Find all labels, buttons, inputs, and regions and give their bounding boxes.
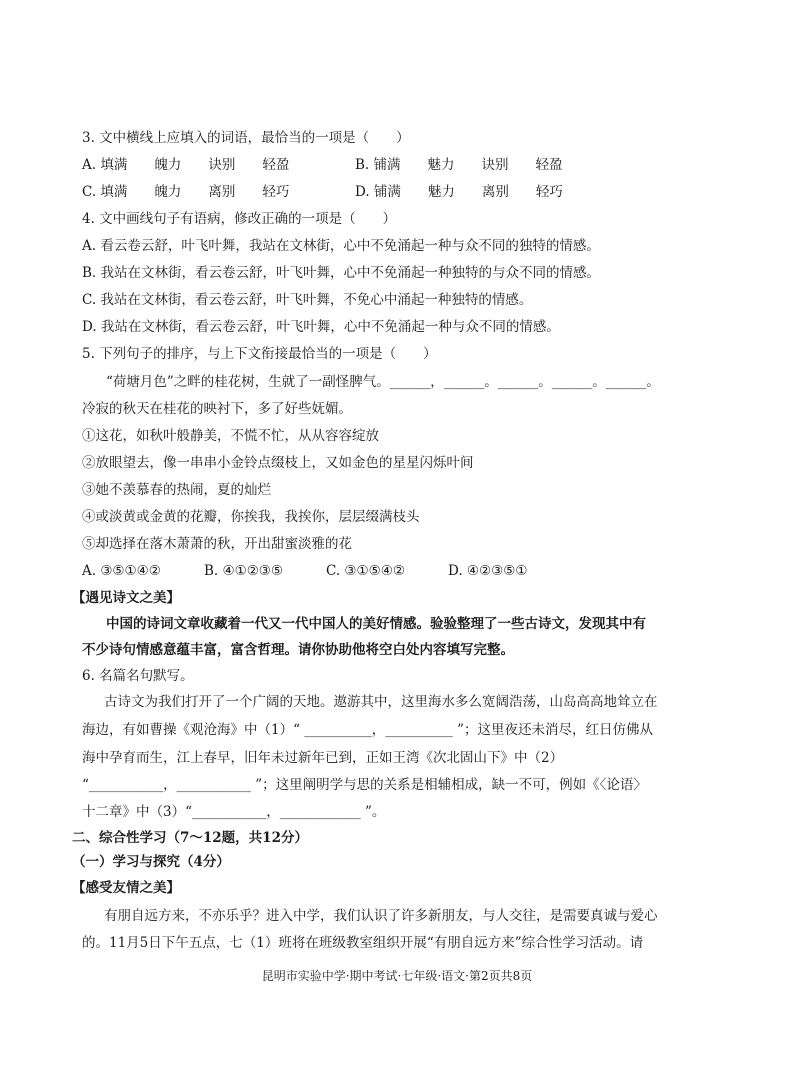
q5-option-a: A. ③⑤①④② [82, 563, 161, 579]
section-poetry-heading: 【遇见诗文之美】 [72, 590, 180, 606]
q6-stem: 6. 名篇名句默写。 [82, 668, 194, 684]
q5-sentence-4: ④或淡黄或金黄的花瓣，你挨我，我挨你，层层缀满枝头 [82, 509, 420, 525]
q3-option-a: A. 填满 魄力 诀别 轻盈 [82, 157, 290, 173]
q5-option-c: C. ③①⑤④② [326, 563, 405, 579]
section-poetry-intro-1: 中国的诗词文章收藏着一代又一代中国人的美好情感。验验整理了一些古诗文，发现其中有 [106, 616, 646, 632]
q4-option-b: B. 我站在文林街，看云卷云舒，叶飞叶舞，心中不免涌起一种独特的与众不同的情感。 [82, 265, 601, 281]
q5-passage-line2: 冷寂的秋天在桂花的映衬下，多了好些妩媚。 [82, 401, 352, 417]
q5-sentence-5: ⑤却选择在落木萧萧的秋，开出甜蜜淡雅的花 [82, 536, 352, 552]
q5-sentence-2: ②放眼望去，像一串串小金铃点缀枝上，又如金色的星星闪烁叶间 [82, 455, 474, 471]
q5-option-b: B. ④①②③⑤ [204, 563, 284, 579]
q6-line-2: 海边，有如曹操《观沧海》中（1）“ __________，__________ ”；这里夜还未消尽，红日仿佛从 [82, 722, 653, 738]
q3-option-d: D. 铺满 魅力 离别 轻巧 [355, 184, 563, 200]
q3-option-c: C. 填满 魄力 离别 轻巧 [82, 184, 290, 200]
part2-subheading: （一）学习与探究（4分） [72, 854, 230, 870]
q5-stem: 5. 下列句子的排序，与上下文衔接最恰当的一项是（ ） [82, 346, 437, 362]
page-footer: 昆明市实验中学·期中考试·七年级·语文·第2页共8页 [261, 969, 533, 983]
q4-option-d: D. 我站在文林街，看云卷云舒，叶飞叶舞，心中不免涌起一种与众不同的情感。 [82, 319, 560, 335]
q4-stem: 4. 文中画线句子有语病，修改正确的一项是（ ） [82, 211, 397, 227]
part2-heading: 二、综合性学习（7～12题，共12分） [72, 830, 308, 846]
q3-option-b: B. 铺满 魅力 诀别 轻盈 [355, 157, 563, 173]
q4-option-a: A. 看云卷云舒，叶飞叶舞，我站在文林街，心中不免涌起一种与众不同的独特的情感。 [82, 238, 600, 254]
friendship-section-heading: 【感受友情之美】 [72, 880, 180, 896]
q3-stem: 3. 文中横线上应填入的词语，最恰当的一项是（ ） [82, 130, 410, 146]
q5-sentence-3: ③她不羡慕春的热闹，夏的灿烂 [82, 482, 271, 498]
q5-passage-line1: “荷塘月色”之畔的桂花树，生就了一副怪脾气。______，______。______。______。______。 [106, 374, 660, 390]
q5-option-d: D. ④②③⑤① [448, 563, 528, 579]
q5-sentence-1: ①这花，如秋叶般静美，不慌不忙，从从容容绽放 [82, 428, 379, 444]
friendship-paragraph-2: 的。11月5日下午五点，七（1）班将在班级教室组织开展“有朋自远方来”综合性学习活动。请 [82, 935, 644, 951]
q6-line-4: “___________，___________ ”；这里阐明学与思的关系是相辅相成，缺一不可，例如《〈论语〉 [82, 777, 647, 793]
section-poetry-intro-2: 不少诗句情感意蕴丰富，富含哲理。请你协助他将空白处内容填写完整。 [82, 642, 514, 658]
friendship-paragraph-1: 有朋自远方来，不亦乐乎？进入中学，我们认识了许多新朋友，与人交往，是需要真诚与爱心 [104, 908, 658, 924]
q6-line-1: 古诗文为我们打开了一个广阔的天地。遨游其中，这里海水多么宽阔浩荡，山岛高高地耸立在 [104, 694, 658, 710]
q6-line-5: 十二章》中（3）“___________，____________ ”。 [82, 804, 386, 820]
q4-option-c: C. 我站在文林街，看云卷云舒，叶飞叶舞，不免心中涌起一种独特的情感。 [82, 292, 533, 308]
q6-line-3: 海中孕育而生，江上春早，旧年未过新年已到，正如王湾《次北固山下》中（2） [82, 750, 564, 766]
